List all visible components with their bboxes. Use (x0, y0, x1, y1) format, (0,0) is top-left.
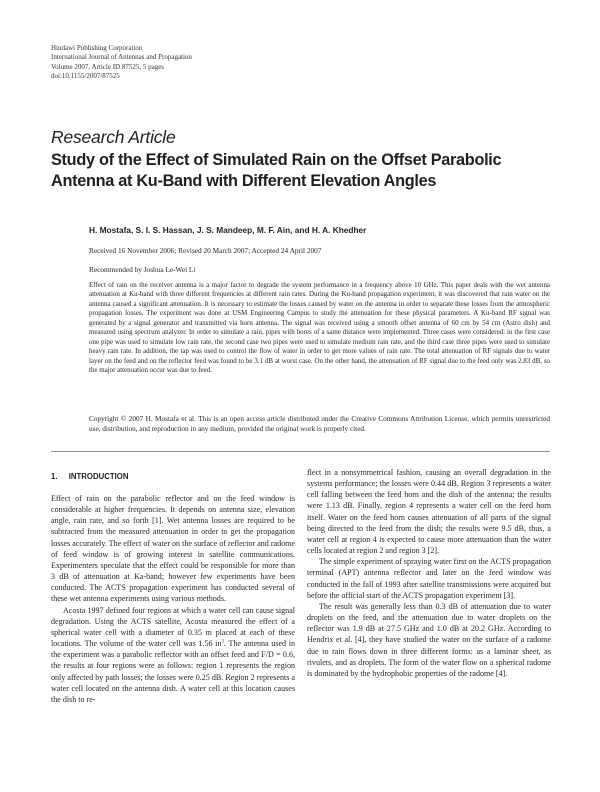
section-divider (51, 451, 550, 452)
received-dates: Received 16 November 2006; Revised 20 March 2007; Accepted 24 April 2007 (89, 246, 322, 255)
left-column (51, 493, 295, 705)
journal-header (51, 44, 192, 81)
journal-line: International Journal of Antennas and Propagation (51, 53, 192, 62)
text-run: . The antenna used in the experiment was a parabolic reflector with an offset feed and F/D = 0.6, the results at four regions were as follows: region 1 represents the region only affected by path losses; the losses were 0.25 dB. Region 2 represents a water cell located on the antenna dish. A water cell at this location causes the dish to re- (51, 639, 295, 704)
author-list: H. Mostafa, S. I. S. Hassan, J. S. Mandeep, M. F. Ain, and H. A. Khedher (89, 225, 367, 235)
right-column (307, 467, 551, 679)
paragraph: Effect of rain on the parabolic reflector and on the feed window is considerable at higher frequencies. It depends on antenna size, elevation angle, rain rate, and so forth [1]. Wet antenna losses are required to be subtracted from the measured attenuation in order to get the propagation losses accurately. The effect of water on the surface of reflector and radome of feed window is of growing interest in satellite communications. Experimenters speculate that the effect could be responsible for more than 3 dB of attenuation at Ka-band; however few experiments have been conducted. The ACTS propagation experiment has conducted several of these wet antenna experiments using various methods. (51, 494, 295, 604)
superscript: 3 (221, 639, 224, 645)
copyright-notice: Copyright © 2007 H. Mostafa et al. This is an open access article distributed under the Creative Commons Attribution License, which permits unrestricted use, distribution, and reproduction in any medium, provided the original work is properly cited. (89, 415, 550, 434)
recommended-by: Recommended by Joshua Le-Wei Li (89, 265, 196, 274)
doi-line: doi:10.1155/2007/87525 (51, 71, 120, 80)
article-kind: Research Article (51, 127, 176, 147)
publisher-line: Hindawi Publishing Corporation (51, 44, 143, 52)
section-number: 1. (51, 472, 58, 481)
abstract: Effect of rain on the receiver antenna is a major factor to degrade the system performance in a frequency above 10 GHz. This paper deals with the wet antenna attenuation at Ku-band with three different frequencies at different rain rates. During the Ku-band propagation experiment, it was discovered that rain water on the antenna caused a significant attenuation. It is necessary to estimate the losses caused by water on the antenna in order to separate these losses from the atmospheric propagation losses. The experiment was done at USM Engineering Campus to study the attenuation for these physical parameters. A Ku-band RF signal was generated by a signal generator and transmitted via horn antenna. The signal was received using a smooth offset antenna of 60 cm by 54 cm (Astro dish) and measured using spectrum analyzer. In order to simulate a rain, pipes with bores of a same distance were implemented. Three cases were considered: in the first case one pipe was used to simulate low rain rate, the second case two pipes were used to simulate medium rain rate, and the third case three pipes were used to simulate heavy rain rate. In addition, the tap was used to control the flow of water in order to get more values of rain rate. The total attenuation of RF signals due to water layer on the feed and on the reflector feed was found to be 3.1 dB at worst case. On the other hand, the attenuation of RF signal due to the feed only was 2.83 dB, so the major attenuation occur was due to feed. (89, 281, 550, 375)
text-run: Acosta 1997 defined four regions at which a water cell can cause signal degradation. Using the ACTS satellite, Acosta measured the effect of a spherical water cell with a diameter of 0.35 m placed at each of these locations. The volume of the water cell was 1.56 in (51, 605, 295, 649)
volume-line: Volume 2007, Article ID 87525, 5 pages (51, 62, 165, 71)
paragraph (51, 605, 295, 705)
paragraph: The result was generally less than 0.3 dB of attenuation due to water droplets on the feed, and the attenuation due to water droplets on the reflector was 1.9 dB at 27.5 GHz and 1.0 dB at 20.2 GHz. According to Hendrix et al. [4], they have studied the water on the surface of a radome due to rain flows down in three different forms: as a laminar sheet, as rivulets, and as droplets. The form of the water flow on a spherical radome is dominated by the hydrophobic properties of the radome [4]. (307, 601, 551, 678)
paragraph: The simple experiment of spraying water first on the ACTS propagation terminal (APT) antenna reflector and later on the feed window was conducted in the fall of 1993 after satellite transmissions were acquired but before the official start of the ACTS propagation experiment [3]. (307, 557, 551, 600)
paragraph: flect in a nonsymmetrical fashion, causing an overall degradation in the systems performance; the losses were 0.44 dB. Region 3 represents a water cell falling between the feed horn and the dish of the antenna; the results were 1.13 dB. Finally, region 4 represents a water cell on the feed horn itself. Water on the feed horn causes attenuation of all parts of the signal being directed to the feed from the dish; the results were 9.5 dB, thus, a water cell at region 4 is expected to cause more attenuation than the water cells located at region 2 and region 3 [2]. (307, 468, 551, 556)
section-heading (51, 472, 128, 481)
section-title: INTRODUCTION (68, 472, 129, 481)
paper-title: Study of the Effect of Simulated Rain on the Offset Parabolic Antenna at Ku-Band with Different Elevation Angles (51, 151, 502, 190)
